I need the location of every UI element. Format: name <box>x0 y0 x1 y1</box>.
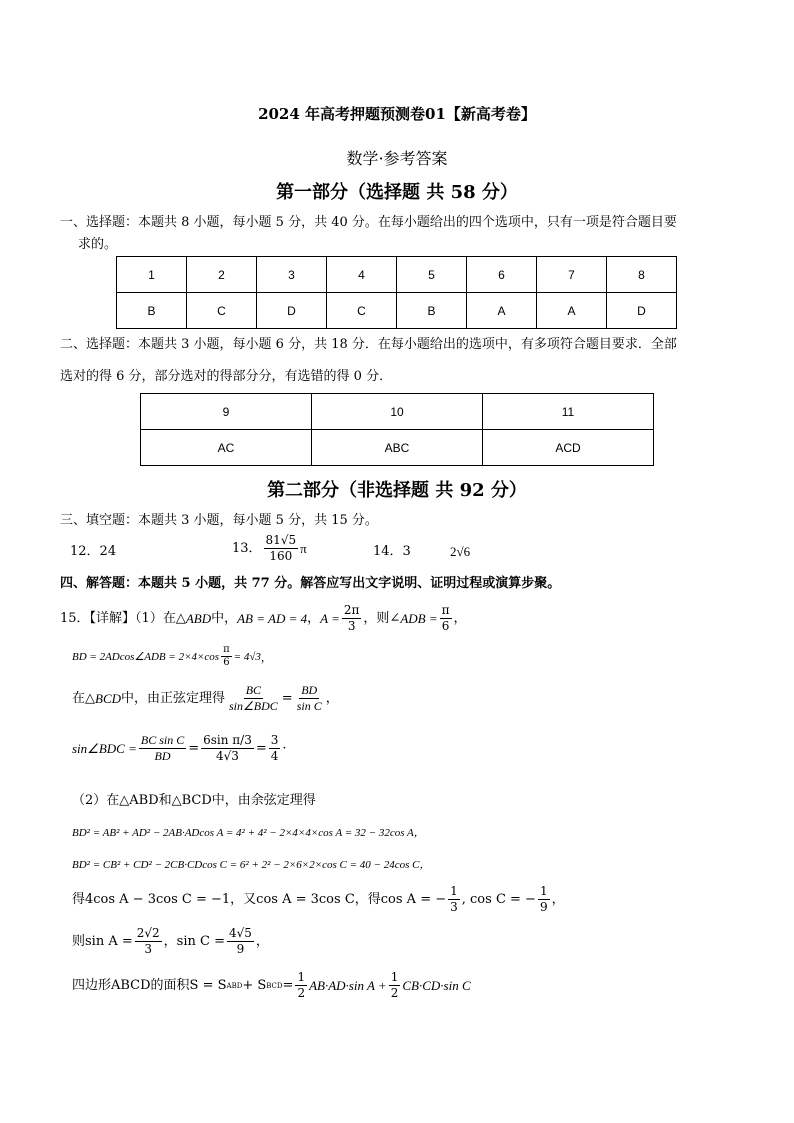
section1-instructions-line2: 求的。 <box>78 237 118 252</box>
fraction-numerator: 2π <box>343 603 360 617</box>
fraction-numerator: π <box>223 644 230 655</box>
fraction-numerator: BD <box>301 683 318 697</box>
table-cell: D <box>257 293 327 329</box>
answer-13-pi: π <box>300 540 307 556</box>
answer-14: 14．3 <box>373 544 411 559</box>
table-cell: 3 <box>257 257 327 293</box>
math-fragment: + S <box>242 977 267 993</box>
fraction-denominator: 2 <box>297 986 306 1000</box>
fraction-denominator: sin∠BDC <box>229 699 278 713</box>
part2-heading: 第二部分（非选择题 共 92 分） <box>267 480 527 501</box>
fraction <box>227 683 280 714</box>
subscript: BCD <box>266 981 283 990</box>
fraction <box>269 733 281 764</box>
fraction-denominator: 6 <box>223 657 230 668</box>
answer-14-extra: 2√6 <box>450 544 471 559</box>
fraction-denominator: sin C <box>296 699 322 713</box>
fraction-numerator: 4√5 <box>228 926 252 940</box>
fraction-denominator: 160 <box>269 549 293 563</box>
solution-line-10 <box>72 970 471 1001</box>
triangle-abd: ABD <box>185 610 212 626</box>
fraction-numerator: 1 <box>390 970 399 984</box>
equals-sign: = <box>282 977 294 993</box>
table2-answer-row <box>141 430 654 466</box>
table1-answer-row <box>117 293 677 329</box>
section1-instructions-line1: 一、选择题：本题共 8 小题，每小题 5 分，共 40 分。在每小题给出的四个选项中，只有一项是符合题目要 <box>60 215 677 230</box>
fraction-numerator: 1 <box>539 884 548 898</box>
solution-line-5: （2）在△ABD和△BCD中，由余弦定理得 <box>72 793 316 808</box>
table-cell: A <box>537 293 607 329</box>
fraction <box>221 644 232 669</box>
section3-instructions: 三、填空题：本题共 3 小题，每小题 5 分，共 15 分。 <box>60 513 378 528</box>
fraction-denominator: 4 <box>270 749 279 763</box>
solution-line-8 <box>72 884 565 915</box>
solution-line-3 <box>72 683 339 714</box>
solution-line-7: BD² = CB² + CD² − 2CB·CDcos C = 6² + 2² − 2×6×2×cos C = 40 − 24cos C， <box>72 859 431 871</box>
section2-instructions-line2: 选对的得 6 分，部分选对的得部分分，有选错的得 0 分． <box>60 369 393 384</box>
math-fragment: 得4cos A − 3cos C = −1，又cos A = 3cos C，得cos A = − <box>72 891 447 907</box>
table-cell: 5 <box>397 257 467 293</box>
math-fragment: A = <box>320 610 340 626</box>
solution-line-2 <box>72 644 272 669</box>
fraction-denominator: 3 <box>144 942 153 956</box>
fraction <box>227 926 254 957</box>
fraction-numerator: 2√2 <box>136 926 160 940</box>
fraction-denominator: 9 <box>236 942 245 956</box>
table-cell: A <box>467 293 537 329</box>
text-fragment: ， <box>260 650 272 664</box>
table-cell: D <box>607 293 677 329</box>
table-cell: 1 <box>117 257 187 293</box>
math-fragment: ，sin C = <box>163 933 225 949</box>
table-cell: 8 <box>607 257 677 293</box>
math-fragment: AB = AD = 4 <box>237 610 308 626</box>
table2-number-row <box>141 394 654 430</box>
math-fragment: ADB = <box>400 610 438 626</box>
math-fragment: CB·CD·sin C <box>402 977 471 993</box>
fraction <box>440 603 452 634</box>
fraction-numerator: 3 <box>270 733 279 747</box>
fraction-numerator: 6sin π/3 <box>203 733 252 747</box>
fraction-denominator: 6 <box>441 619 450 633</box>
solution-line-9 <box>72 926 269 957</box>
part1-heading: 第一部分（选择题 共 58 分） <box>276 182 518 203</box>
fraction-denominator: 3 <box>450 900 458 914</box>
table-cell: ACD <box>483 430 654 466</box>
answer-13-fraction <box>264 533 299 564</box>
table-cell: 9 <box>141 394 312 430</box>
table-cell: B <box>397 293 467 329</box>
fraction <box>342 603 362 634</box>
solution-line-4 <box>72 733 287 764</box>
fraction-denominator: BD <box>154 749 171 763</box>
text-fragment: ， <box>325 690 339 706</box>
math-fragment: = 4√3 <box>233 650 261 663</box>
fraction <box>295 683 324 714</box>
fraction-numerator: BC <box>245 683 262 697</box>
solution-15-label: 15．【详解】（1）在△ <box>60 610 186 626</box>
answer-12: 12．24 <box>70 544 117 559</box>
math-fragment: sin∠BDC = <box>72 740 137 756</box>
table-cell: C <box>327 293 397 329</box>
text-fragment: ， <box>453 610 467 626</box>
text-fragment: ， <box>307 610 321 626</box>
document-title: 2024 年高考押题预测卷01【新高考卷】 <box>258 105 536 123</box>
equals-sign: = <box>281 690 293 706</box>
table-cell: 6 <box>467 257 537 293</box>
fraction-denominator: 3 <box>347 619 356 633</box>
text-fragment: 中， <box>211 610 238 626</box>
triangle-bcd: BCD <box>95 690 121 706</box>
table-cell: 10 <box>312 394 483 430</box>
equals-sign: = <box>188 740 200 756</box>
equals-sign: = <box>255 740 267 756</box>
fraction-numerator: 1 <box>450 884 458 898</box>
fraction-numerator: π <box>441 603 450 617</box>
text-fragment: ， <box>255 933 269 949</box>
text-fragment: 中，由正弦定理得 <box>121 690 226 706</box>
table-cell: B <box>117 293 187 329</box>
answer-table-1 <box>116 256 677 329</box>
fraction-numerator: BC sin C <box>140 733 185 747</box>
answer-13 <box>232 533 307 564</box>
fraction <box>295 970 307 1001</box>
table-cell: 4 <box>327 257 397 293</box>
fraction-numerator: 81√5 <box>265 533 297 547</box>
solution-line-6: BD² = AB² + AD² − 2AB·ADcos A = 4² + 4² − 2×4×4×cos A = 32 − 32cos A， <box>72 827 425 839</box>
table-cell: ABC <box>312 430 483 466</box>
fraction-denominator: 9 <box>539 900 548 914</box>
fraction <box>201 733 254 764</box>
fraction-denominator: 2 <box>390 986 399 1000</box>
document-subtitle: 数学·参考答案 <box>346 149 448 168</box>
section4-text: 四、解答题：本题共 5 小题，共 77 分。解答应写出文字说明、证明过程或演算步聚。 <box>60 576 561 591</box>
fraction-numerator: 1 <box>297 970 306 984</box>
math-fragment: 则sin A = <box>72 933 133 949</box>
section4-instructions <box>60 573 560 595</box>
solution-line-1 <box>60 603 467 634</box>
fraction <box>389 970 401 1001</box>
table-cell: 2 <box>187 257 257 293</box>
fraction <box>135 926 162 957</box>
answer-13-label: 13． <box>232 540 262 556</box>
math-fragment: 四边形ABCD的面积S = S <box>72 977 227 993</box>
text-fragment: ， <box>551 891 565 907</box>
fraction <box>139 733 186 764</box>
math-fragment: , cos C = − <box>461 891 536 907</box>
table-cell: 7 <box>537 257 607 293</box>
answer-table-2 <box>140 393 654 466</box>
section2-instructions-line1: 二、选择题：本题共 3 小题，每小题 6 分，共 18 分．在每小题给出的选项中，有多项符合题目要求．全部 <box>60 337 677 352</box>
table-cell: AC <box>141 430 312 466</box>
table1-number-row <box>117 257 677 293</box>
subscript: ABD <box>226 981 243 990</box>
fraction-denominator: 4√3 <box>216 749 239 763</box>
fraction <box>448 884 460 915</box>
table-cell: C <box>187 293 257 329</box>
math-fragment: BD = 2ADcos∠ADB = 2×4×cos <box>72 651 220 663</box>
text-fragment: 在△ <box>72 690 95 706</box>
math-fragment: AB·AD·sin A + <box>309 977 387 993</box>
text-fragment: · <box>282 740 287 756</box>
table-cell: 11 <box>483 394 654 430</box>
fraction <box>538 884 550 915</box>
text-fragment: ，则∠ <box>363 610 401 626</box>
